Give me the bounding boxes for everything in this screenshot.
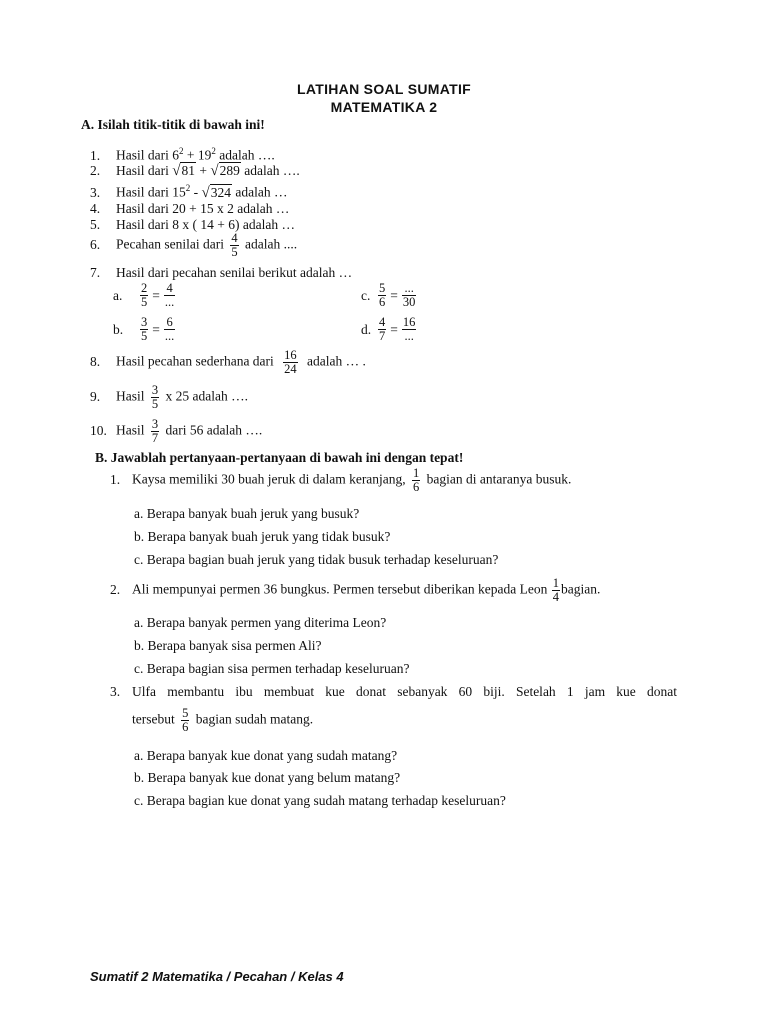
problem-3-sub-a: a. Berapa banyak kue donat yang sudah matang?: [134, 748, 398, 763]
question-1: 1. Hasil dari $6^2 + 19^2$ adalah ….: [90, 146, 275, 163]
problem-2: 2. Ali mempunyai permen 36 bungkus. Permen tersebut diberikan kepada Leon $\frac{1}{4}$ bagian.: [110, 576, 601, 604]
question-7-item-d: d. $\frac{4}{7}$ = $\frac{16}{...}$: [361, 315, 416, 343]
section-a-heading: A. Isilah titik-titik di bawah ini!: [81, 117, 265, 132]
problem-2-sub-a: a. Berapa banyak permen yang diterima Leon?: [134, 615, 387, 630]
question-7-item-a: a. $\frac{2}{5}$ = $\frac{4}{...}$: [113, 281, 175, 309]
question-2: 2. Hasil dari √81 + √289 adalah ….: [90, 163, 300, 179]
question-10: 10. Hasil $\frac{3}{7}$ dari 56 adalah ….: [90, 417, 263, 445]
problem-2-sub-b: b. Berapa banyak sisa permen Ali?: [134, 638, 322, 653]
question-6: 6. Pecahan senilai dari $\frac{4}{5}$ adalah ....: [90, 231, 298, 259]
section-b-heading: B. Jawablah pertanyaan-pertanyaan di bawah ini dengan tepat!: [95, 450, 464, 465]
question-8: 8. Hasil pecahan sederhana dari $\frac{16}{24}$ adalah … .: [90, 348, 366, 376]
fraction: $\frac{4}{5}$: [231, 231, 238, 259]
question-5: 5. Hasil dari 8 x ( 14 + 6) adalah …: [90, 217, 295, 232]
question-7-item-b: b. $\frac{3}{5}$ = $\frac{6}{...}$: [113, 315, 175, 343]
page-footer: Sumatif 2 Matematika / Pecahan / Kelas 4: [90, 969, 344, 984]
problem-3-line-1: 3. Ulfa membantu ibu membuat kue donat sebanyak 60 biji. Setelah 1 jam kue donat: [110, 684, 677, 699]
question-3: 3. Hasil dari $15^2 - √324$ adalah …: [90, 183, 288, 201]
question-9: 9. Hasil $\frac{3}{5}$ x 25 adalah ….: [90, 383, 248, 411]
problem-3-sub-c: c. Berapa bagian kue donat yang sudah matang terhadap keseluruan?: [134, 793, 506, 808]
question-7: 7. Hasil dari pecahan senilai berikut adalah …: [90, 265, 353, 280]
problem-3-sub-b: b. Berapa banyak kue donat yang belum matang?: [134, 770, 401, 785]
question-7-item-c: c. $\frac{5}{6}$ = $\frac{...}{30}$: [361, 281, 416, 309]
problem-1: 1. Kaysa memiliki 30 buah jeruk di dalam keranjang, $\frac{1}{6}$ bagian di antaranya busuk.: [110, 466, 572, 494]
page-subtitle: MATEMATIKA 2: [330, 99, 438, 115]
problem-2-sub-c: c. Berapa bagian sisa permen terhadap keseluruan?: [134, 661, 410, 676]
question-4: 4. Hasil dari 20 + 15 x 2 adalah …: [90, 201, 290, 216]
problem-1-sub-a: a. Berapa banyak buah jeruk yang busuk?: [134, 506, 360, 521]
sqrt-symbol: √289: [210, 163, 240, 179]
problem-1-sub-c: c. Berapa bagian buah jeruk yang tidak busuk terhadap keseluruan?: [134, 552, 499, 567]
page-title: LATIHAN SOAL SUMATIF: [297, 81, 471, 97]
sqrt-symbol: √324: [201, 184, 231, 201]
problem-1-sub-b: b. Berapa banyak buah jeruk yang tidak busuk?: [134, 529, 391, 544]
problem-3-line-2: tersebut $\frac{5}{6}$ bagian sudah matang.: [132, 706, 314, 734]
sqrt-symbol: √81: [172, 163, 195, 179]
